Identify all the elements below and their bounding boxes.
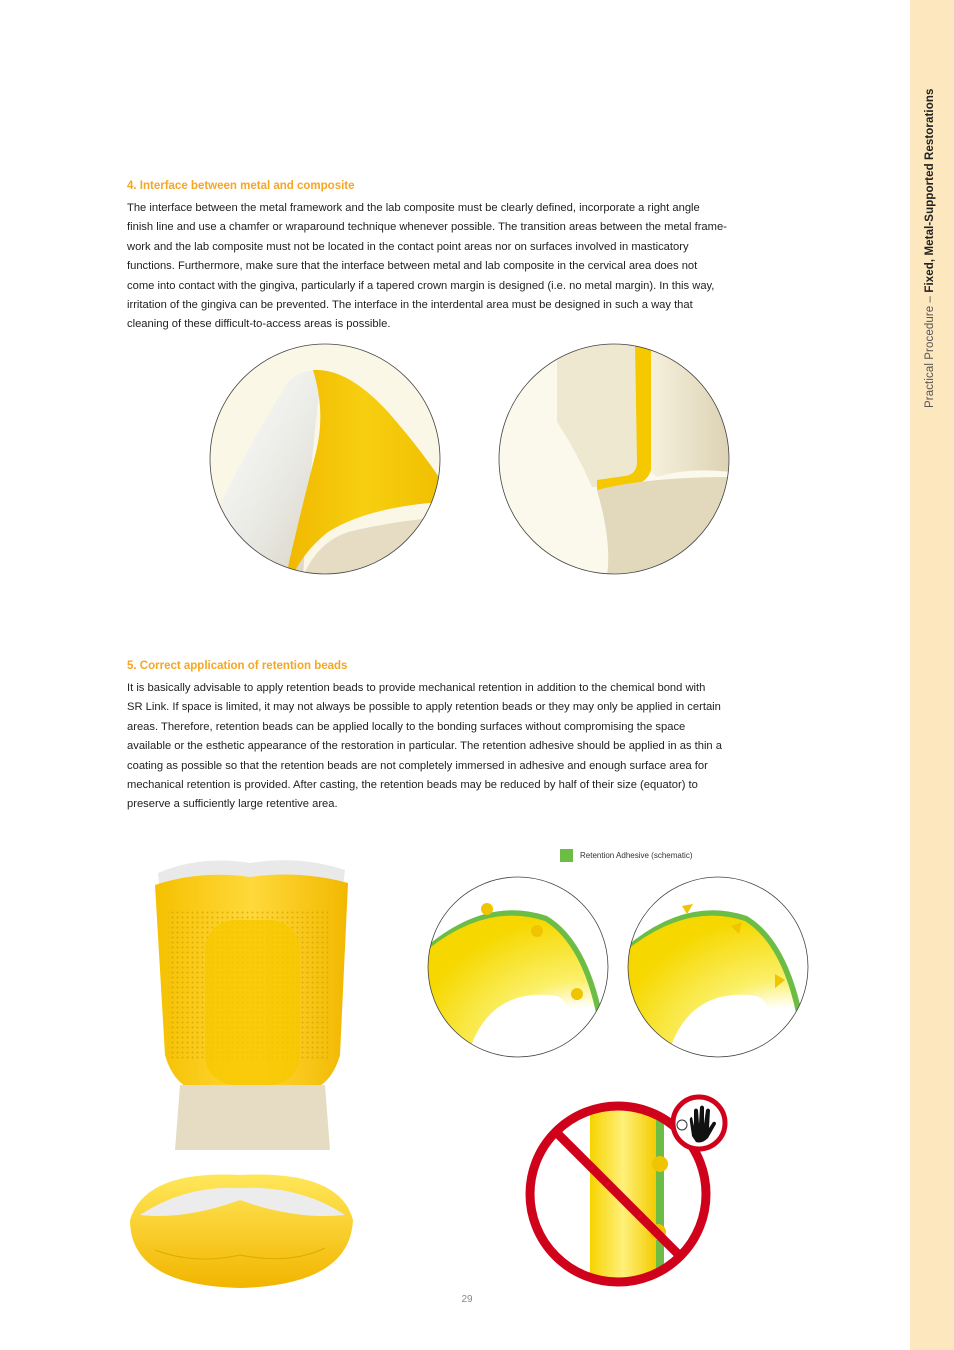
text-line: functions. Furthermore, make sure that the interface between metal and lab composite in the cervical area does not — [127, 260, 698, 273]
text-line: work and the lab composite must not be located in the contact point areas nor on surfaces involved in masticatory — [127, 240, 689, 253]
section-5-body — [127, 679, 809, 815]
text-line: preserve a sufficiently large retentive area. — [127, 798, 338, 811]
text-line: SR Link. If space is limited, it may not always be possible to apply retention beads or they may only be applied in certain — [127, 701, 721, 714]
bead-detail-correct-right — [627, 876, 809, 1058]
crown-retention-beads-front — [150, 855, 355, 1155]
text-line: It is basically advisable to apply retention beads to provide mechanical retention in addition to the chemical bond with — [127, 682, 706, 694]
legend-label: Retention Adhesive (schematic) — [580, 850, 693, 860]
text-line: available or the esthetic appearance of the restoration in particular. The retention adhesive should be applied in as thin a — [127, 740, 722, 753]
stop-hand-icon — [673, 1097, 725, 1149]
section-4-heading: 4. Interface between metal and composite — [127, 180, 355, 192]
text-line: The interface between the metal framework and the lab composite must be clearly defined, incorporate a right angle — [127, 202, 700, 214]
chapter-title: Practical Procedure – Fixed, Metal-Supported Restorations — [924, 88, 936, 408]
section-4-body — [127, 199, 809, 335]
interface-illustration-right — [497, 342, 731, 576]
text-line: cleaning of these difficult-to-access areas is possible. — [127, 318, 391, 331]
text-line: coating as possible so that the retention beads are not completely immersed in adhesive and enough surface area for — [127, 759, 708, 772]
legend-swatch — [560, 849, 573, 862]
page-number: 29 — [461, 1294, 473, 1305]
retention-adhesive-legend — [560, 848, 693, 862]
text-line: finish line and use a chamfer or wraparound technique whenever possible. The transition areas between the metal frame- — [127, 221, 727, 234]
interface-illustration-left — [208, 342, 442, 576]
crown-retention-beads-occlusal — [125, 1170, 355, 1290]
text-line: irritation of the gingiva can be prevented. The interface in the interdental area must be designed in such a way that — [127, 299, 693, 312]
section-5-heading: 5. Correct application of retention beads — [127, 660, 348, 672]
text-line: mechanical retention is provided. After casting, the retention beads may be reduced by half of their size (equator) to — [127, 779, 698, 792]
text-line: areas. Therefore, retention beads can be applied locally to the bonding surfaces without compromising the space — [127, 720, 686, 733]
chapter-sidebar — [910, 0, 954, 1350]
text-line: come into contact with the gingiva, particularly if a tapered crown margin is designed (i.e. no metal margin). In this way, — [127, 279, 715, 292]
bead-detail-correct-left — [427, 876, 609, 1058]
bead-application-incorrect — [520, 1092, 730, 1287]
